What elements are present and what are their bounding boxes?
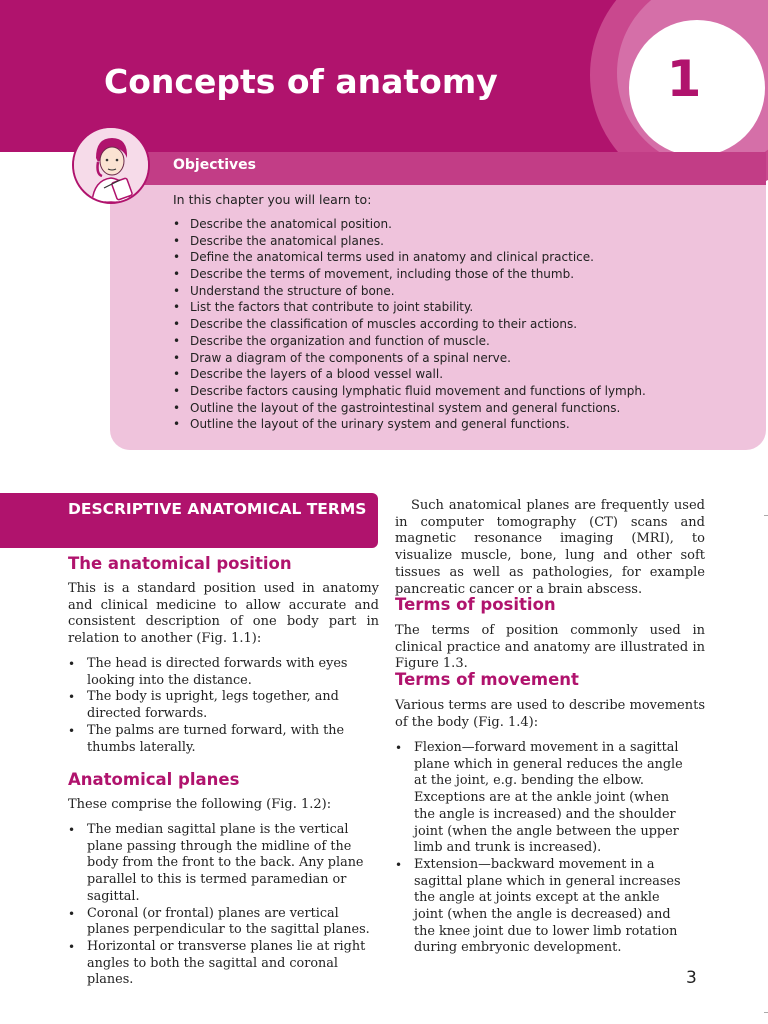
terms-of-movement-text: Various terms are used to describe movements of the body (Fig. 1.4): (395, 698, 705, 730)
objectives-list (173, 216, 646, 433)
list-item: • Coronal (or frontal) planes are vertical planes perpendicular to the sagittal planes. (68, 906, 376, 939)
anatomical-position-text: This is a standard position used in anatomy and clinical medicine to allow accurate and consistent description of one body part in relation to another (Fig. 1.1): (68, 581, 379, 647)
crop-mark (764, 1012, 768, 1013)
objective-item: • Describe the anatomical position. (173, 216, 646, 233)
anatomical-planes-text: These comprise the following (Fig. 1.2): (68, 797, 332, 812)
anatomical-planes-list (68, 822, 376, 989)
list-item: • The palms are turned forward, with the thumbs laterally. (68, 723, 368, 756)
objective-item: • Outline the layout of the urinary system and general functions. (173, 416, 646, 433)
page-number: 3 (686, 968, 697, 988)
terms-of-position-heading: Terms of position (395, 595, 556, 614)
objective-item: • Define the anatomical terms used in anatomy and clinical practice. (173, 249, 646, 266)
objective-item: • Describe the organization and function of muscle. (173, 333, 646, 350)
objective-item: • List the factors that contribute to joint stability. (173, 299, 646, 316)
terms-of-movement-list (395, 740, 685, 957)
list-item: • The median sagittal plane is the vertical plane passing through the midline of the body from the front to the back. Any plane parallel to this is termed paramedian or sagittal. (68, 822, 376, 906)
list-item: • The body is upright, legs together, and directed forwards. (68, 689, 368, 722)
chapter-title: Concepts of anatomy (104, 62, 498, 101)
planes-usage-text: Such anatomical planes are frequently used in computer tomography (CT) scans and magnetic resonance imaging (MRI), to visualize muscle, bone, lung and other soft tissues as well as pathologies, for example pancreatic cancer or a brain abscess. (395, 498, 705, 597)
crop-mark (764, 515, 768, 516)
anatomical-position-heading: The anatomical position (68, 554, 292, 573)
chapter-number: 1 (666, 50, 702, 108)
list-item: • Extension—backward movement in a sagittal plane which in general increases the angle at joints except at the ankle joint (when the angle is decreased) and the knee joint due to lower limb rotation during embryonic development. (395, 857, 685, 957)
objective-item: • Describe factors causing lymphatic fluid movement and functions of lymph. (173, 383, 646, 400)
anatomical-position-list (68, 656, 368, 756)
objective-item: • Draw a diagram of the components of a spinal nerve. (173, 350, 646, 367)
student-avatar-icon (72, 126, 150, 204)
list-item: • Horizontal or transverse planes lie at right angles to both the sagittal and coronal planes. (68, 939, 376, 989)
list-item: • Flexion—forward movement in a sagittal plane which in general reduces the angle at the joint, e.g. bending the elbow. Exceptions are at the ankle joint (when the angle is increased) and the shoulder joint (when the angle between the upper limb and trunk is increased). (395, 740, 685, 857)
objectives-heading: Objectives (173, 157, 256, 173)
objective-item: • Describe the layers of a blood vessel wall. (173, 366, 646, 383)
anatomical-planes-heading: Anatomical planes (68, 770, 240, 789)
objective-item: • Outline the layout of the gastrointestinal system and general functions. (173, 400, 646, 417)
objectives-intro: In this chapter you will learn to: (173, 192, 372, 207)
list-item: • The head is directed forwards with eyes looking into the distance. (68, 656, 368, 689)
terms-of-position-text: The terms of position commonly used in clinical practice and anatomy are illustrated in Figure 1.3. (395, 623, 705, 672)
objective-item: • Describe the anatomical planes. (173, 233, 646, 250)
section-heading: DESCRIPTIVE ANATOMICAL TERMS (68, 500, 367, 518)
objective-item: • Describe the classification of muscles according to their actions. (173, 316, 646, 333)
objective-item: • Describe the terms of movement, including those of the thumb. (173, 266, 646, 283)
terms-of-movement-heading: Terms of movement (395, 670, 579, 689)
objective-item: • Understand the structure of bone. (173, 283, 646, 300)
